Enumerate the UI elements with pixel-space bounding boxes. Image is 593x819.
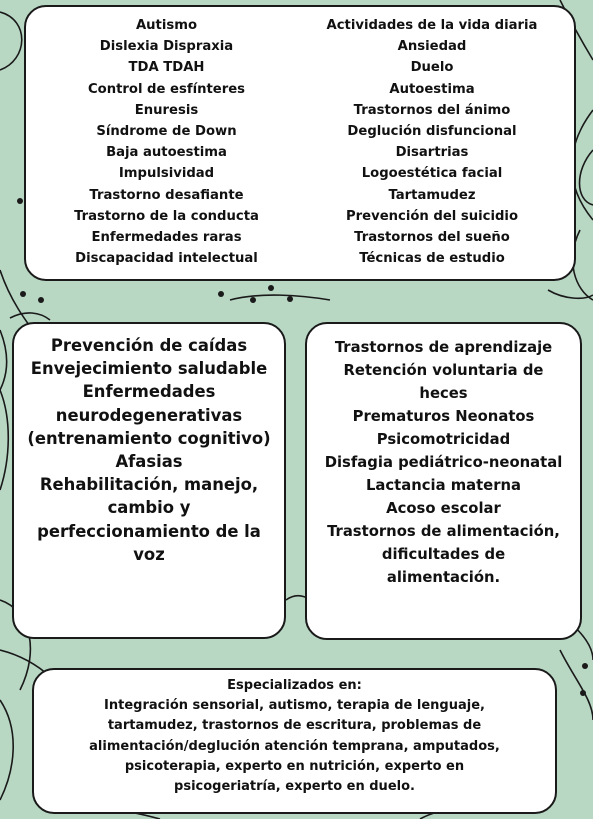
condition-item: Impulsividad <box>118 166 215 182</box>
specialization-line: alimentación/deglución atención temprana, amputados, <box>89 738 500 754</box>
decor-dot <box>580 690 586 696</box>
service-line: Acoso escolar <box>386 500 501 517</box>
service-line: Prematuros Neonatos <box>352 408 535 425</box>
service-line: Lactancia materna <box>365 477 522 494</box>
conditions-left-column <box>34 15 299 269</box>
decor-dot <box>38 297 44 303</box>
specialization-line: tartamudez, trastornos de escritura, problemas de <box>107 718 482 734</box>
condition-item: Dislexia Dispraxia <box>99 39 234 55</box>
service-line: Prevención de caídas <box>50 336 248 355</box>
service-line: voz <box>133 544 165 564</box>
decor-dot <box>17 198 23 204</box>
condition-item: Autismo <box>135 18 198 33</box>
service-line: Afasias <box>115 452 183 472</box>
child-services-list <box>307 336 580 589</box>
service-line: Envejecimiento saludable <box>30 359 268 379</box>
service-line: Disfagia pediátrico-neonatal <box>324 454 563 471</box>
service-line: perfeccionamiento de la <box>37 521 261 541</box>
condition-item: Trastorno desafiante <box>89 187 244 203</box>
condition-item: Autoestima <box>389 81 475 97</box>
condition-item: Disartrias <box>395 145 469 161</box>
condition-item: Tartamudez <box>388 187 476 203</box>
decor-dot <box>20 291 26 297</box>
condition-item: Discapacidad intelectual <box>75 251 258 267</box>
service-line: Enfermedades <box>82 382 216 402</box>
specializations-heading: Especializados en: <box>227 678 362 693</box>
conditions-right-column <box>298 15 566 269</box>
condition-item: Trastornos del ánimo <box>353 102 511 118</box>
specialization-line: psicogeriatría, experto en duelo. <box>174 779 415 795</box>
specializations-text <box>34 676 555 797</box>
specialization-line: Integración sensorial, autismo, terapia de lenguaje, <box>104 698 485 714</box>
decor-dot <box>287 296 293 302</box>
condition-item: Enfermedades raras <box>91 230 242 246</box>
condition-item: Técnicas de estudio <box>359 251 505 267</box>
adult-services-box <box>12 322 286 639</box>
condition-item: Prevención del suicidio <box>345 208 519 224</box>
condition-item: Síndrome de Down <box>96 124 237 140</box>
specialization-line: psicoterapia, experto en nutrición, experto en <box>124 758 465 774</box>
condition-item: Logoestética facial <box>361 166 503 182</box>
service-line: Rehabilitación, manejo, <box>39 475 259 495</box>
condition-item: Duelo <box>410 60 454 76</box>
condition-item: Trastorno de la conducta <box>74 208 259 224</box>
condition-item: Baja autoestima <box>106 145 227 161</box>
condition-item: TDA TDAH <box>128 60 205 76</box>
service-line: alimentación. <box>386 569 501 586</box>
service-line: neurodegenerativas <box>55 405 243 425</box>
decor-dot <box>250 297 256 303</box>
decor-dot <box>582 663 588 669</box>
condition-item: Actividades de la vida diaria <box>326 18 538 33</box>
condition-item: Control de esfínteres <box>87 81 246 97</box>
conditions-list-box <box>24 5 576 281</box>
service-line: (entrenamiento cognitivo) <box>27 428 271 448</box>
condition-item: Ansiedad <box>397 39 467 55</box>
decor-dot <box>218 291 224 297</box>
specializations-box <box>32 668 557 814</box>
condition-item: Trastornos del sueño <box>354 230 510 246</box>
service-line: dificultades de <box>381 546 506 563</box>
service-line: cambio y <box>107 498 191 518</box>
service-line: heces <box>419 385 468 402</box>
service-line: Trastornos de alimentación, <box>327 523 560 540</box>
condition-item: Enuresis <box>134 102 199 118</box>
child-services-box <box>305 322 582 640</box>
decor-dot <box>268 285 274 291</box>
condition-item: Deglución disfuncional <box>347 124 517 140</box>
adult-services-list <box>14 334 284 566</box>
service-line: Retención voluntaria de <box>343 362 544 379</box>
service-line: Trastornos de aprendizaje <box>334 339 553 356</box>
service-line: Psicomotricidad <box>376 431 511 448</box>
